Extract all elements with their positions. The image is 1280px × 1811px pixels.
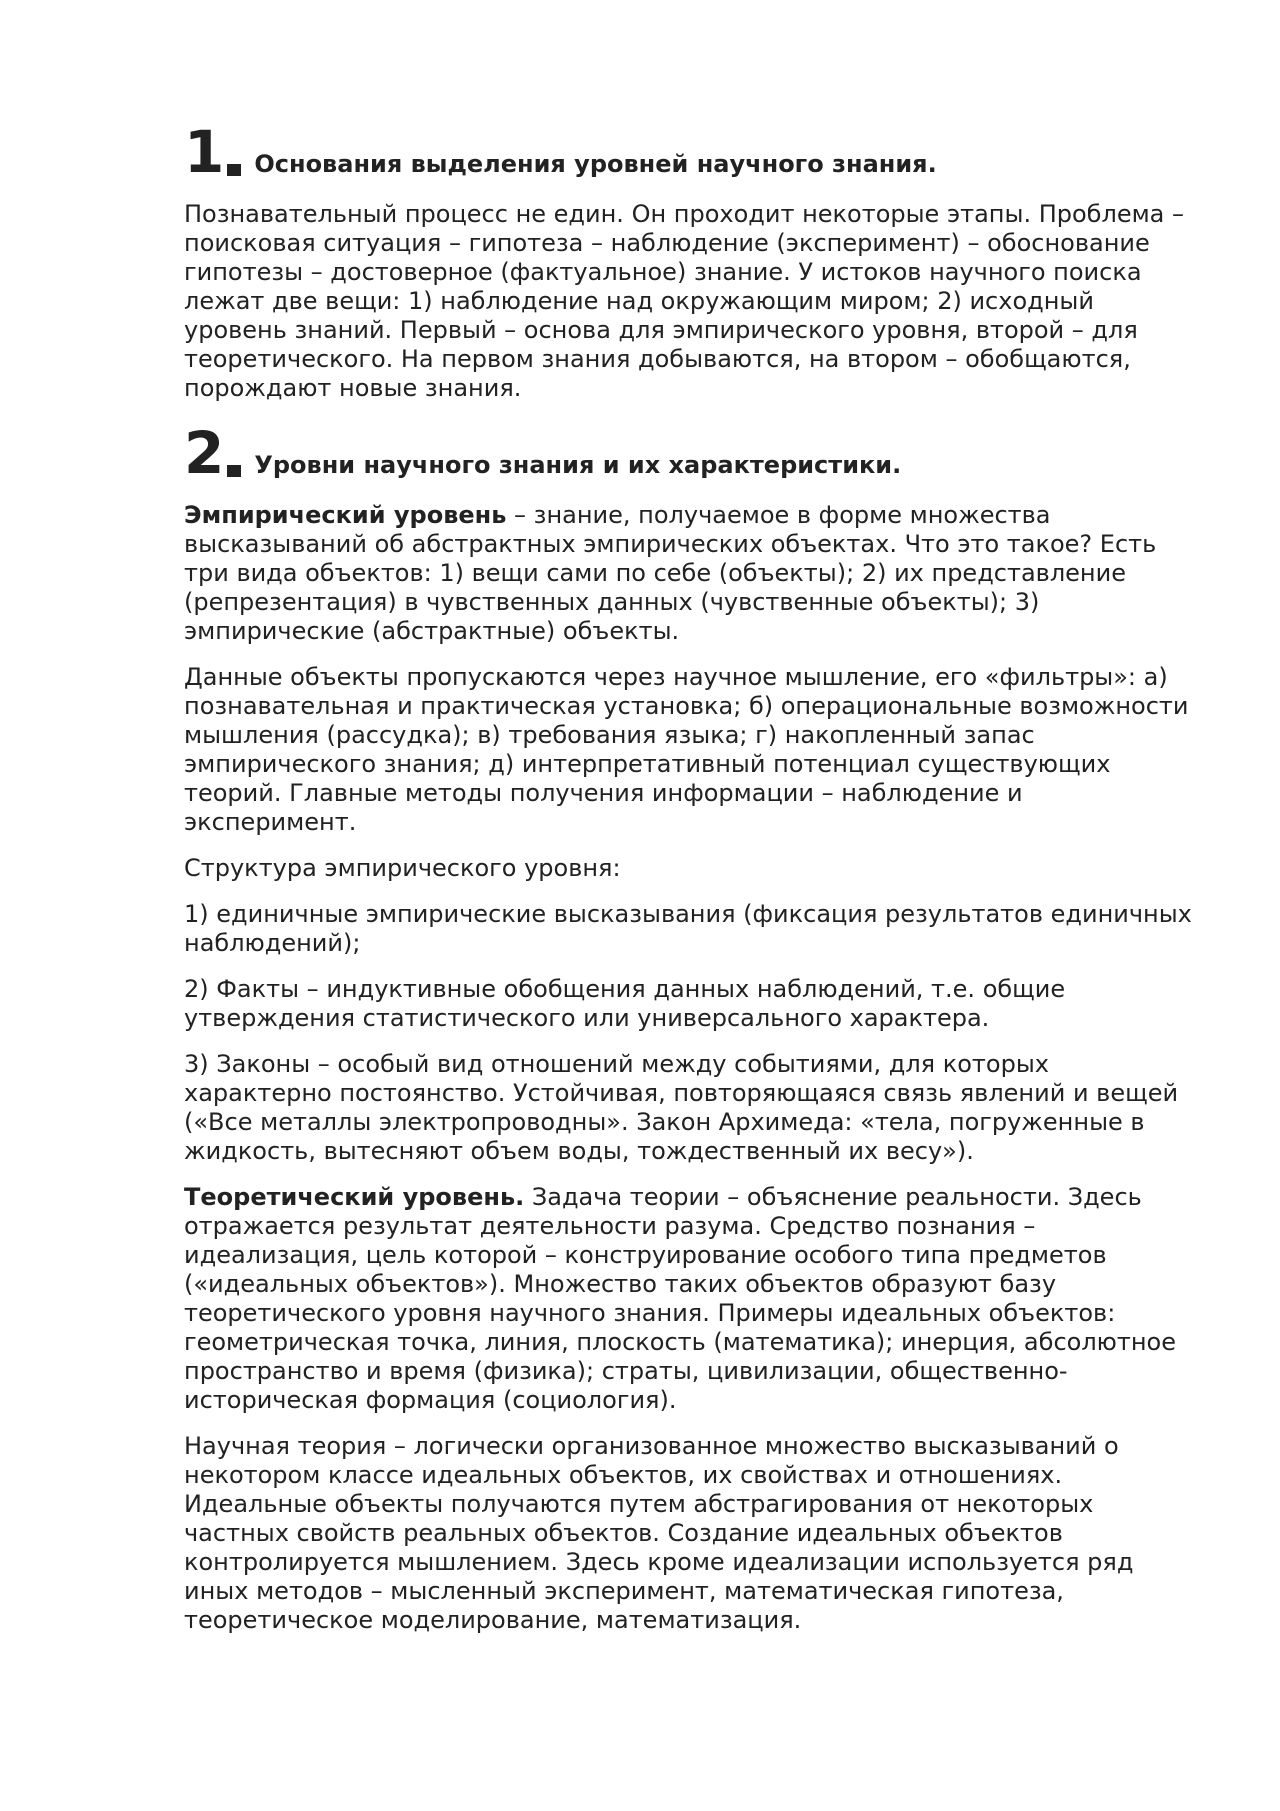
structure-item-2 <box>184 975 1196 1033</box>
paragraph-text: Структура эмпирического уровня: <box>184 854 621 882</box>
paragraph-text: Задача теории – объяснение реальности. Здесь отражается результат деятельности разума. Средство познания – идеализация, цель которой – конструирование особого типа предметов («идеальных объектов»). Множество таких объектов образуют базу теоретического уровня научного знания. Примеры идеальных объектов: геометрическая точка, линия, плоскость (математика); инерция, абсолютное пространство и время (физика); страты, цивилизации, общественно-историческая формация (социология). <box>184 1183 1176 1414</box>
structure-heading-paragraph <box>184 854 1196 883</box>
empirical-level-term: Эмпирический уровень <box>184 501 507 529</box>
section-1-heading <box>184 118 1196 186</box>
empirical-level-paragraph <box>184 501 1196 646</box>
section-1-number: 1 <box>184 118 225 186</box>
structure-item-1 <box>184 900 1196 958</box>
structure-item-3 <box>184 1050 1196 1166</box>
heading-bullet-mark <box>227 164 241 176</box>
theoretical-level-term: Теоретический уровень. <box>184 1183 525 1211</box>
paragraph-text: Познавательный процесс не един. Он проходит некоторые этапы. Проблема – поисковая ситуация – гипотеза – наблюдение (эксперимент) – обоснование гипотезы – достоверное (фактуальное) знание. У истоков научного поиска лежат две вещи: 1) наблюдение над окружающим миром; 2) исходный уровень знаний. Первый – основа для эмпирического уровня, второй – для теоретического. На первом знания добываются, на втором – обобщаются, порождают новые знания. <box>184 200 1185 402</box>
theoretical-level-paragraph <box>184 1183 1196 1415</box>
paragraph-text: 3) Законы – особый вид отношений между событиями, для которых характерно постоянство. Устойчивая, повторяющаяся связь явлений и вещей («Все металлы электропроводны». Закон Архимеда: «тела, погруженные в жидкость, вытесняют объем воды, тождественный их весу»). <box>184 1050 1179 1165</box>
paragraph-text: Данные объекты пропускаются через научное мышление, его «фильтры»: а) познавательная и практическая установка; б) операциональные возможности мышления (рассудка); в) требования языка; г) накопленный запас эмпирического знания; д) интерпретативный потенциал существующих теорий. Главные методы получения информации – наблюдение и эксперимент. <box>184 663 1189 836</box>
section-2-heading <box>184 419 1196 487</box>
section-2-number: 2 <box>184 419 225 487</box>
scientific-theory-paragraph <box>184 1432 1196 1635</box>
section-1-title: Основания выделения уровней научного знания. <box>254 150 937 178</box>
section-1-paragraph-1 <box>184 200 1196 403</box>
filters-paragraph <box>184 663 1196 837</box>
document-body <box>184 118 1196 1652</box>
heading-bullet-mark <box>227 465 241 477</box>
paragraph-text: Научная теория – логически организованное множество высказываний о некотором классе идеальных объектов, их свойствах и отношениях. Идеальные объекты получаются путем абстрагирования от некоторых частных свойств реальных объектов. Создание идеальных объектов контролируется мышлением. Здесь кроме идеализации используется ряд иных методов – мысленный эксперимент, математическая гипотеза, теоретическое моделирование, математизация. <box>184 1432 1134 1634</box>
paragraph-text: 1) единичные эмпирические высказывания (фиксация результатов единичных наблюдений); <box>184 900 1192 957</box>
paragraph-text: – знание, получаемое в форме множества высказываний об абстрактных эмпирических объектах. Что это такое? Есть три вида объектов: 1) вещи сами по себе (объекты); 2) их представление (репрезентация) в чувственных данных (чувственные объекты); 3) эмпирические (абстрактные) объекты. <box>184 501 1157 645</box>
paragraph-text: 2) Факты – индуктивные обобщения данных наблюдений, т.е. общие утверждения статистического или универсального характера. <box>184 975 1066 1032</box>
section-2-title: Уровни научного знания и их характеристики. <box>254 451 902 479</box>
